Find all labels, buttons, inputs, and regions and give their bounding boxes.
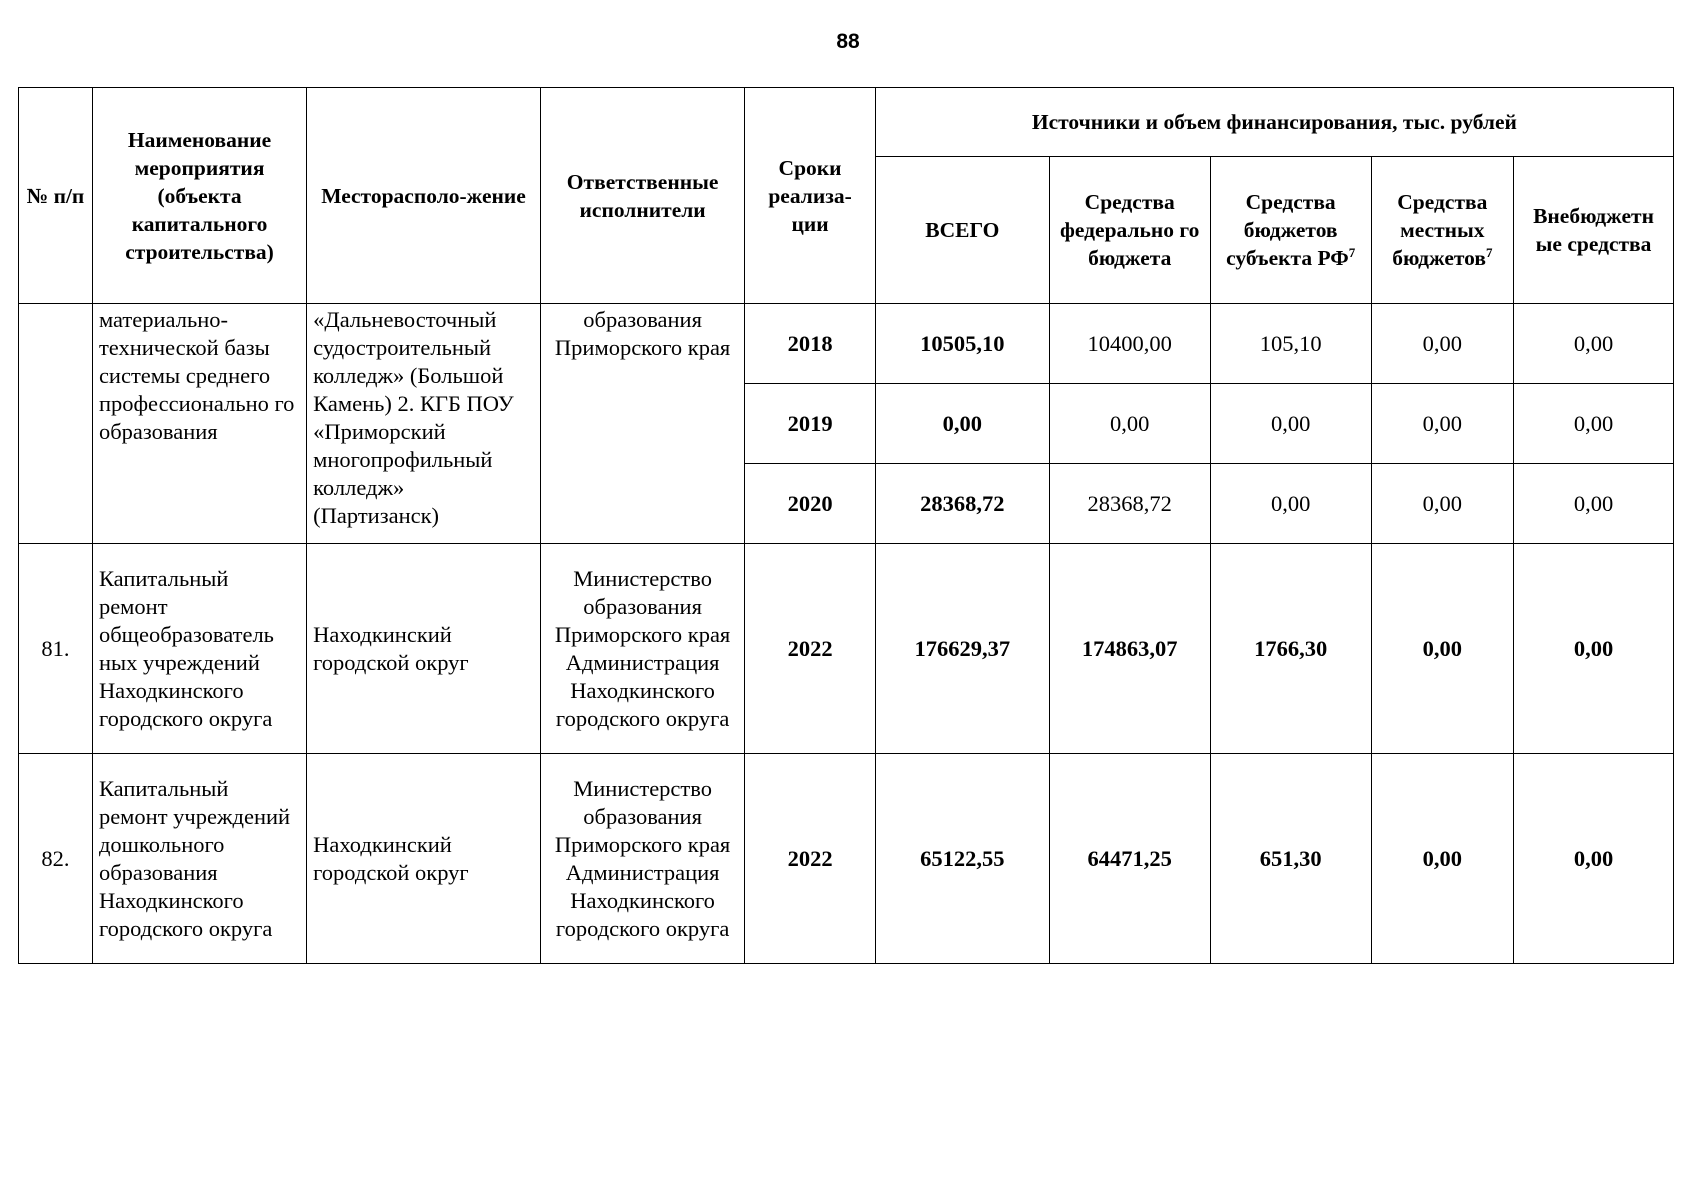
- header-extra: Внебюджетн ые средства: [1514, 157, 1674, 304]
- cell-local: 0,00: [1371, 384, 1513, 464]
- cell-total: 176629,37: [875, 544, 1049, 754]
- page-number: 88: [836, 30, 860, 53]
- table-body: [19, 304, 1674, 964]
- header-location: Месторасполо-жение: [307, 88, 541, 304]
- cell-federal: 64471,25: [1049, 754, 1210, 964]
- cell-name: материально-технической базы системы среднего профессионально го образования: [92, 304, 306, 544]
- header-total: ВСЕГО: [875, 157, 1049, 304]
- cell-local: 0,00: [1371, 754, 1513, 964]
- cell-num: [19, 304, 93, 544]
- header-subject: [1210, 157, 1371, 304]
- cell-total: 65122,55: [875, 754, 1049, 964]
- cell-num: 82.: [19, 754, 93, 964]
- cell-total: 10505,10: [875, 304, 1049, 384]
- header-subject-footnote: 7: [1348, 244, 1356, 260]
- header-financing-group: Источники и объем финансирования, тыс. рублей: [875, 88, 1673, 157]
- cell-location: Находкинский городской округ: [307, 544, 541, 754]
- cell-extra: 0,00: [1514, 754, 1674, 964]
- cell-num: 81.: [19, 544, 93, 754]
- header-executors: Ответственные исполнители: [540, 88, 744, 304]
- cell-subject: 105,10: [1210, 304, 1371, 384]
- cell-subject: 651,30: [1210, 754, 1371, 964]
- cell-executors: образования Приморского края: [540, 304, 744, 544]
- cell-extra: 0,00: [1514, 464, 1674, 544]
- header-local: [1371, 157, 1513, 304]
- cell-year: 2022: [745, 754, 875, 964]
- cell-location: «Дальневосточный судостроительный колледж» (Большой Камень) 2. КГБ ПОУ «Приморский многопрофильный колледж» (Партизанск): [307, 304, 541, 544]
- cell-federal: 28368,72: [1049, 464, 1210, 544]
- table-row: [19, 304, 1674, 384]
- cell-name: Капитальный ремонт общеобразователь ных учреждений Находкинского городского округа: [92, 544, 306, 754]
- header-period: Сроки реализа-ции: [745, 88, 875, 304]
- table-row: [19, 754, 1674, 964]
- header-num: № п/п: [19, 88, 93, 304]
- cell-extra: 0,00: [1514, 304, 1674, 384]
- cell-year: 2020: [745, 464, 875, 544]
- cell-local: 0,00: [1371, 304, 1513, 384]
- header-local-label: Средства местных бюджетов: [1392, 190, 1488, 270]
- header-name: Наименование мероприятия (объекта капитального строительства): [92, 88, 306, 304]
- cell-extra: 0,00: [1514, 384, 1674, 464]
- cell-total: 28368,72: [875, 464, 1049, 544]
- cell-federal: 0,00: [1049, 384, 1210, 464]
- cell-year: 2022: [745, 544, 875, 754]
- cell-executors: Министерство образования Приморского края Администрация Находкинского городского округа: [540, 544, 744, 754]
- cell-executors: Министерство образования Приморского края Администрация Находкинского городского округа: [540, 754, 744, 964]
- cell-year: 2018: [745, 304, 875, 384]
- table-row: [19, 544, 1674, 754]
- header-local-footnote: 7: [1485, 244, 1493, 260]
- header-federal: Средства федерально го бюджета: [1049, 157, 1210, 304]
- cell-total: 0,00: [875, 384, 1049, 464]
- cell-subject: 1766,30: [1210, 544, 1371, 754]
- header-subject-label: Средства бюджетов субъекта РФ: [1226, 190, 1349, 270]
- cell-year: 2019: [745, 384, 875, 464]
- cell-subject: 0,00: [1210, 384, 1371, 464]
- cell-federal: 10400,00: [1049, 304, 1210, 384]
- cell-federal: 174863,07: [1049, 544, 1210, 754]
- cell-extra: 0,00: [1514, 544, 1674, 754]
- table-header: [19, 88, 1674, 304]
- financing-table: [18, 87, 1674, 964]
- cell-location: Находкинский городской округ: [307, 754, 541, 964]
- cell-name: Капитальный ремонт учреждений дошкольного образования Находкинского городского округа: [92, 754, 306, 964]
- cell-subject: 0,00: [1210, 464, 1371, 544]
- cell-local: 0,00: [1371, 464, 1513, 544]
- cell-local: 0,00: [1371, 544, 1513, 754]
